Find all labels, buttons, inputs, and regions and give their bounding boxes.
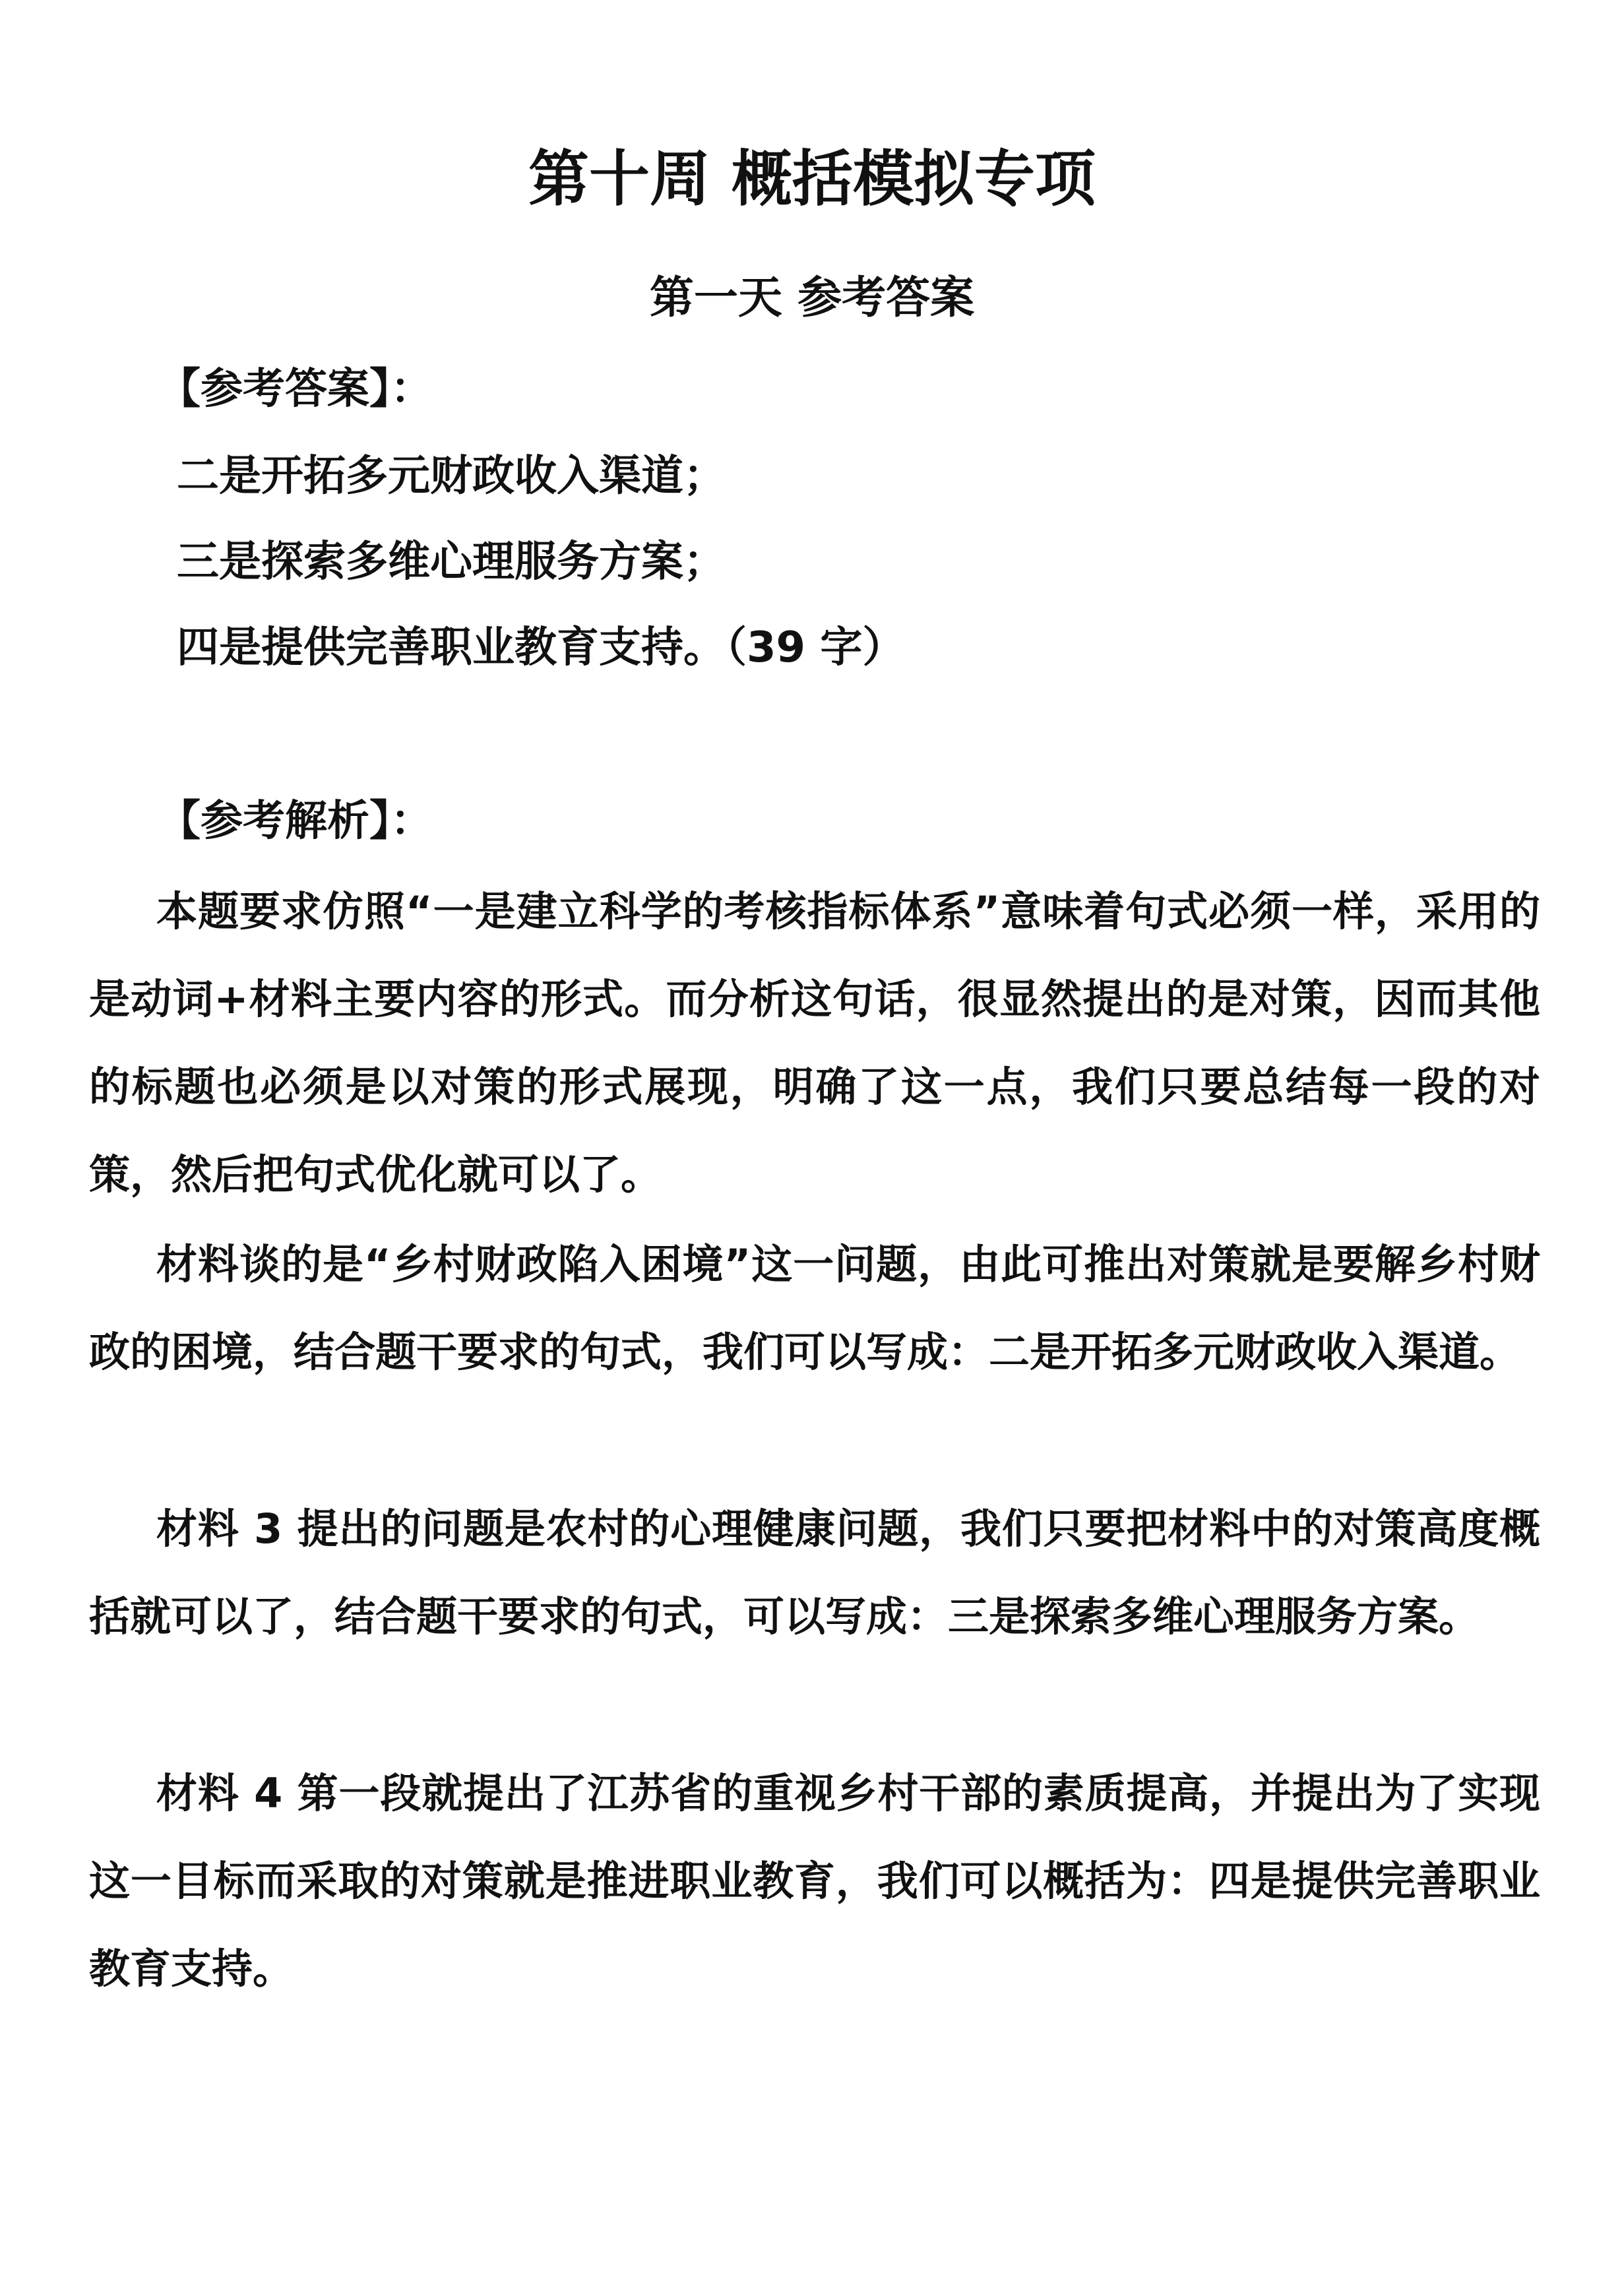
- page-title: 第十周 概括模拟专项: [528, 144, 1096, 214]
- analysis-heading: 【参考解析】：: [158, 797, 433, 846]
- analysis-paragraph: 材料谈的是“乡村财政陷入困境”这一问题，由此可推出对策就是要解乡村财政的困境，结合题干要求的句式，我们可以写成：二是开拓多元财政收入渠道。: [89, 1240, 1540, 1376]
- page-subtitle: 第一天 参考答案: [649, 272, 975, 323]
- answer-heading: 【参考答案】：: [158, 365, 433, 414]
- analysis-paragraph: 材料 3 提出的问题是农村的心理健康问题，我们只要把材料中的对策高度概括就可以了，结合题干要求的句式，可以写成：三是探索多维心理服务方案。: [89, 1505, 1540, 1640]
- answer-item: 四是提供完善职业教育支持。（39 字）: [177, 623, 905, 672]
- answer-item: 二是开拓多元财政收入渠道；: [177, 452, 726, 501]
- analysis-paragraph: 本题要求仿照“一是建立科学的考核指标体系”意味着句式必须一样，采用的是动词+材料主要内容的形式。而分析这句话，很显然提出的是对策，因而其他的标题也必须是以对策的形式展现，明确了这一点，我们只要总结每一段的对策，然后把句式优化就可以了。: [89, 887, 1540, 1199]
- analysis-paragraph: 材料 4 第一段就提出了江苏省的重视乡村干部的素质提高，并提出为了实现这一目标而采取的对策就是推进职业教育，我们可以概括为：四是提供完善职业教育支持。: [89, 1769, 1540, 1993]
- answer-item: 三是探索多维心理服务方案；: [177, 538, 726, 586]
